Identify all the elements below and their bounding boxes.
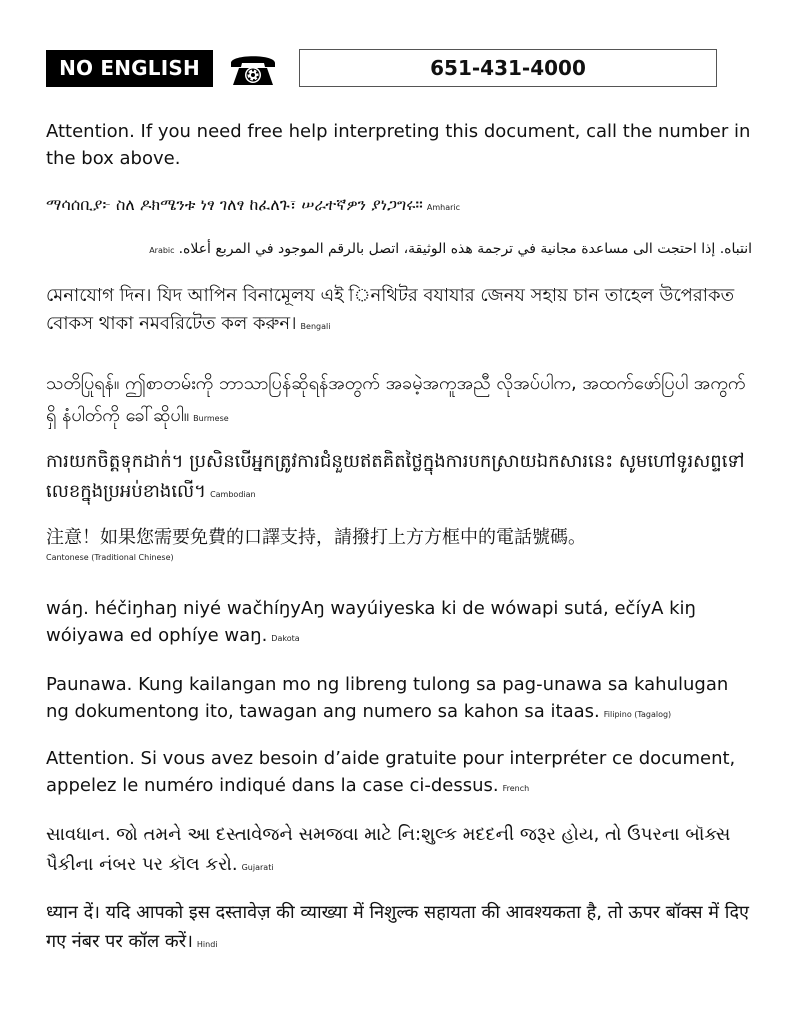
hindi-notice [46, 898, 752, 956]
tagalog-notice [46, 671, 752, 725]
notice-text: သတိပြုရန်။ ဤစာတမ်းကို ဘာသာပြန်ဆိုရန်အတွက် အခမဲ့အကူအညီ လိုအပ်ပါက, အထက်ဖော်ပြပါ အကွက်ရှိ နံပါတ်ကို ခေါ်ဆိုပါ။ [46, 373, 746, 426]
language-label: Dakota [271, 634, 300, 643]
burmese-notice [46, 368, 752, 432]
notice-text: સાવધાન. જો તમને આ દસ્તાવેજને સમજવા માટે નિ:શુલ્ક મદદની જરૂર હોય, તો ઉપરના બૉક્સ પૈકીના નંબર પર કૉલ કરો. [46, 824, 731, 875]
header [46, 49, 718, 87]
language-label: Gujarati [241, 863, 274, 872]
notice-text: Attention. If you need free help interpreting this document, call the number in the box above. [46, 121, 751, 169]
amharic-notice [46, 193, 752, 217]
bengali-notice [46, 282, 752, 338]
phone-number-box: 651-431-4000 [299, 49, 717, 87]
english-notice [46, 118, 752, 172]
notice-text: মেনাযোগ দিন। যিদ আপিন বিনামূেলয এই িনথিটর বযাযার জেনয সহায় চান তাহেল উপেরাকত বােকস থাকা নমবরিটেত কল করুন। [46, 285, 735, 334]
notice-text: ማሳሰቢያ፦ ስለ ዶክሜንቱ ነፃ ገለፃ ከፈለጉ፣ ሠራተኛዎን ያነጋግሩ። [46, 195, 423, 214]
dakota-notice [46, 595, 752, 649]
notice-text: انتباه. إذا احتجت الى مساعدة مجانية في ترجمة هذه الوثيقة، اتصل بالرقم الموجود في المربع أعلاه. [178, 241, 752, 257]
language-label: Hindi [196, 940, 218, 949]
language-label: Burmese [193, 414, 229, 423]
language-label: Cantonese (Traditional Chinese) [46, 553, 174, 562]
notice-text: 注意！如果您需要免費的口譯支持，請撥打上方方框中的電話號碼。 [46, 527, 586, 548]
language-label: Bengali [300, 322, 331, 331]
notice-text: wáŋ. héčiŋhaŋ niyé wačhíŋyAŋ wayúiyeska ki de wówapi sutá, ečíyA kiŋ wóiyawa ed ophíye waŋ. [46, 598, 696, 646]
language-label: French [502, 784, 530, 793]
telephone-icon [227, 49, 279, 89]
notice-text: Paunawa. Kung kailangan mo ng libreng tulong sa pag-unawa sa kahulugan ng dokumentong ito, tawagan ang numero sa kahon sa itaas. [46, 674, 729, 722]
gujarati-notice [46, 820, 752, 880]
notice-text: Attention. Si vous avez besoin d’aide gratuite pour interpréter ce document, appelez le numéro indiqué dans la case ci-dessus. [46, 748, 736, 796]
arabic-notice [46, 238, 752, 260]
language-label: Amharic [426, 203, 461, 212]
language-label: Filipino (Tagalog) [603, 710, 672, 719]
language-label: Cambodian [210, 490, 256, 499]
language-label: Arabic [149, 246, 175, 255]
french-notice [46, 745, 752, 799]
cambodian-notice [46, 447, 752, 507]
notice-text: ध्यान दें। यदि आपको इस दस्तावेज़ की व्याख्या में निशुल्क सहायता की आवश्यकता है, तो ऊपर बॉक्स में दिए गए नंबर पर कॉल करें। [46, 902, 749, 952]
cantonese-notice [46, 525, 752, 563]
no-english-badge: NO ENGLISH [46, 50, 213, 87]
notice-text: ការយកចិត្តទុកដាក់។ ប្រសិនបើអ្នកត្រូវការជំនួយឥតគិតថ្លៃក្នុងការបកស្រាយឯកសារនេះ សូមហៅទូរសព្ទទៅលេខក្នុងប្រអប់ខាងលើ។ [46, 451, 745, 502]
